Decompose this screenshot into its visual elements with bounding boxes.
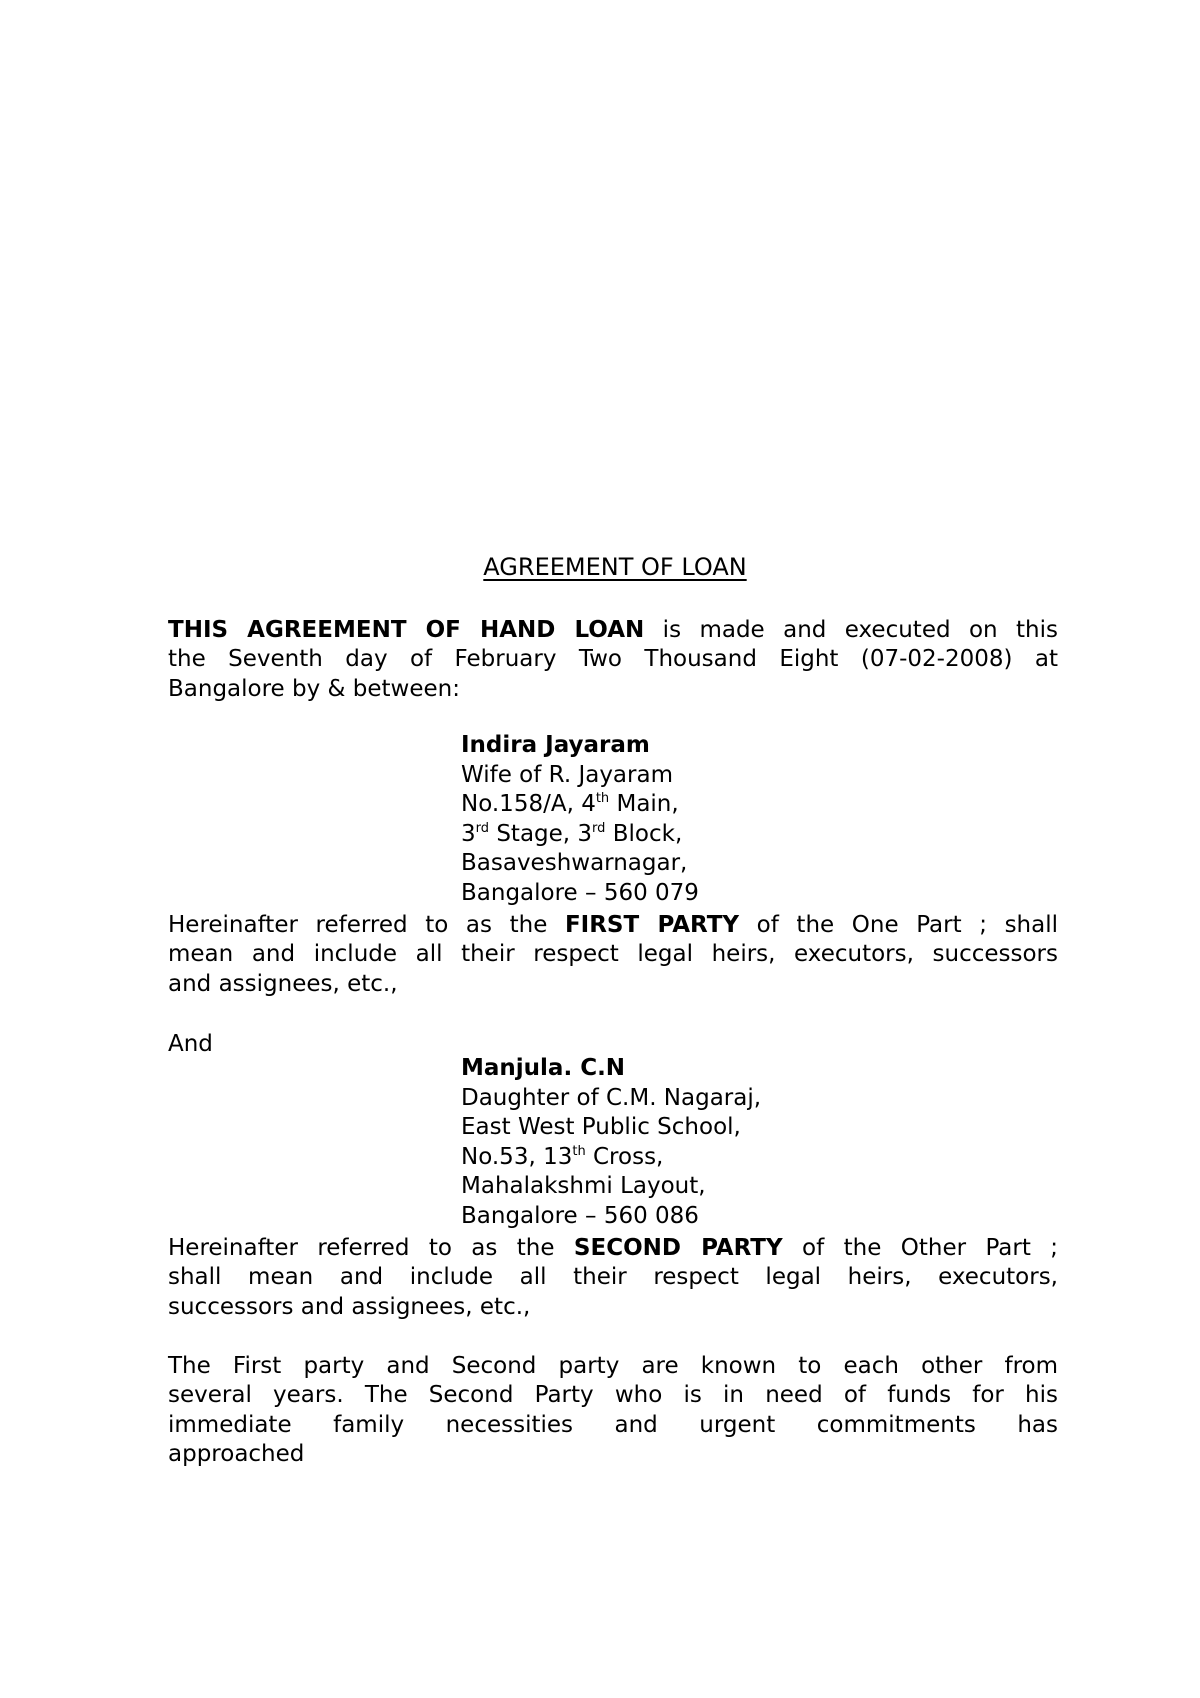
first-party-clause-line-2: mean and include all their respect legal heirs, executors, successors — [168, 941, 1058, 968]
second-party-label: SECOND PARTY — [573, 1235, 783, 1261]
closing-line-1: The First party and Second party are known to each other from — [168, 1353, 1058, 1379]
second-party-relation: Daughter of C.M. Nagaraj, — [461, 1084, 762, 1111]
first-party-address-line-2: 3rd Stage, 3rd Block, — [461, 820, 683, 847]
document-title: AGREEMENT OF LOAN — [483, 553, 747, 581]
intro-line-2: the Seventh day of February Two Thousand Eight (07-02-2008) at — [168, 646, 1058, 673]
and-conjunction: And — [168, 1031, 213, 1057]
first-party-address-line-1: No.158/A, 4th Main, — [461, 791, 679, 818]
closing-paragraph — [168, 1352, 1058, 1470]
second-party-clause-line-3: successors and assignees, etc., — [168, 1293, 531, 1320]
first-party-address-line-4: Bangalore – 560 079 — [461, 879, 699, 906]
intro-line-3: Bangalore by & between: — [168, 675, 460, 702]
first-party-relation: Wife of R. Jayaram — [461, 761, 673, 788]
second-party-address-line-1: East West Public School, — [461, 1114, 741, 1141]
closing-line-2: several years. The Second Party who is in need of funds for his — [168, 1382, 1058, 1409]
intro-paragraph — [168, 616, 1058, 704]
first-party-label: FIRST PARTY — [564, 912, 740, 938]
first-party-clause-line-3: and assignees, etc., — [168, 970, 398, 997]
first-party-clause-line-1: Hereinafter referred to as the FIRST PARTY of the One Part ; shall — [168, 912, 1059, 938]
closing-line-3: immediate family necessities and urgent commitments has — [168, 1411, 1058, 1438]
second-party-clause-line-1: Hereinafter referred to as the SECOND PARTY of the Other Part ; — [168, 1235, 1058, 1261]
first-party-name: Indira Jayaram — [461, 732, 650, 758]
second-party-clause-line-2: shall mean and include all their respect legal heirs, executors, — [168, 1264, 1058, 1291]
first-party-address — [461, 731, 699, 909]
second-party-address-line-3: Mahalakshmi Layout, — [461, 1173, 706, 1200]
intro-line-1: THIS AGREEMENT OF HAND LOAN is made and executed on this — [168, 617, 1058, 643]
second-party-address — [461, 1054, 761, 1232]
first-party-address-line-3: Basaveshwarnagar, — [461, 850, 688, 877]
second-party-clause — [168, 1234, 1058, 1322]
first-party-clause — [168, 911, 1058, 999]
second-party-address-line-4: Bangalore – 560 086 — [461, 1202, 699, 1229]
intro-lead-bold: THIS AGREEMENT OF HAND LOAN — [168, 617, 645, 643]
closing-line-4: approached — [168, 1441, 305, 1468]
second-party-address-line-2: No.53, 13th Cross, — [461, 1143, 664, 1170]
second-party-name: Manjula. C.N — [461, 1055, 626, 1081]
